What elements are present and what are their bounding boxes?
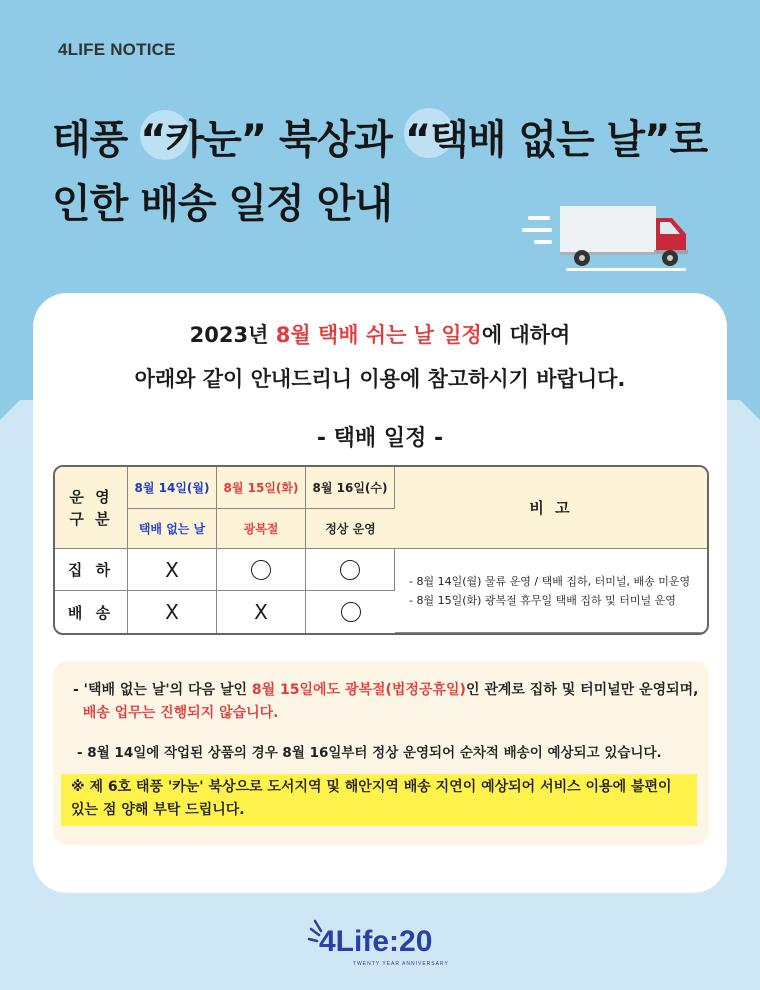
circle-mark [306,591,395,633]
circle-icon [341,602,361,622]
intro-highlight: 8월 택배 쉬는 날 일정 [275,323,482,347]
circle-icon [251,560,271,580]
intro-line-1 [33,319,727,349]
x-mark: X [217,591,306,633]
delivery-truck-icon [520,196,700,276]
intro-suffix: 에 대하여 [481,323,571,347]
note-text: - '택배 없는 날'의 다음 날인 [73,682,252,698]
date-header: 8월 15일(화) [217,467,306,509]
title-line-1: 태풍 “카눈” 북상과 “택배 없는 날”로 [52,117,708,163]
notice-card [33,293,727,893]
schedule-table [53,465,709,635]
note-schedule: - 8월 14일에 작업된 상품의 경우 8월 16일부터 정상 운영되어 순차적 배송이 예상되고 있습니다. [77,745,662,761]
notes-box [53,661,709,845]
logo-tagline: TWENTY YEAR ANNIVERSARY [353,961,449,967]
warning-text: ※ 제 6호 태풍 '카눈' 북상으로 도서지역 및 해안지역 배송 지연이 예상되어 서비스 이용에 불편이 있는 점 양해 부탁 드립니다. [71,779,672,818]
note-highlight: 8월 15일에도 광복절(법정공휴일) [251,682,466,698]
4life-anniversary-logo [305,915,465,975]
x-mark: X [128,549,217,591]
remark-header: 비 고 [395,467,707,549]
logo-text: 4Life:20 [319,925,433,958]
row-label: 집 하 [55,549,128,591]
table-corner-header: 운 영 구 분 [55,467,128,549]
table-row [55,549,707,591]
date-header: 8월 16일(수) [306,467,395,509]
circle-mark [217,549,306,591]
title-line-2: 인한 배송 일정 안내 [52,181,392,227]
circle-mark [306,549,395,591]
brand-label: 4LIFE NOTICE [58,40,176,59]
intro-line-2: 아래와 같이 안내드리니 이용에 참고하시기 바랍니다. [134,367,626,391]
intro-year: 2023년 [189,323,276,347]
x-mark: X [128,591,217,633]
note-text: 인 관계로 집하 및 터미널만 운영되며, [465,682,699,698]
date-header: 8월 14일(월) [128,467,217,509]
circle-icon [340,560,360,580]
schedule-title: - 택배 일정 - [316,426,444,451]
remark-line: - 8월 15일(화) 광복절 휴무일 택배 집하 및 터미널 운영 [409,593,676,607]
remark-line: - 8월 14일(월) 물류 운영 / 택배 집하, 터미널, 배송 미운영 [409,574,691,588]
row-label: 배 송 [55,591,128,633]
note-highlight: 배송 업무는 진행되지 않습니다. [82,705,279,721]
remarks-cell [395,549,707,633]
status-header: 택배 없는 날 [128,509,217,549]
status-header: 정상 운영 [306,509,395,549]
status-header: 광복절 [217,509,306,549]
note-holiday [73,679,703,725]
typhoon-warning [61,774,697,826]
